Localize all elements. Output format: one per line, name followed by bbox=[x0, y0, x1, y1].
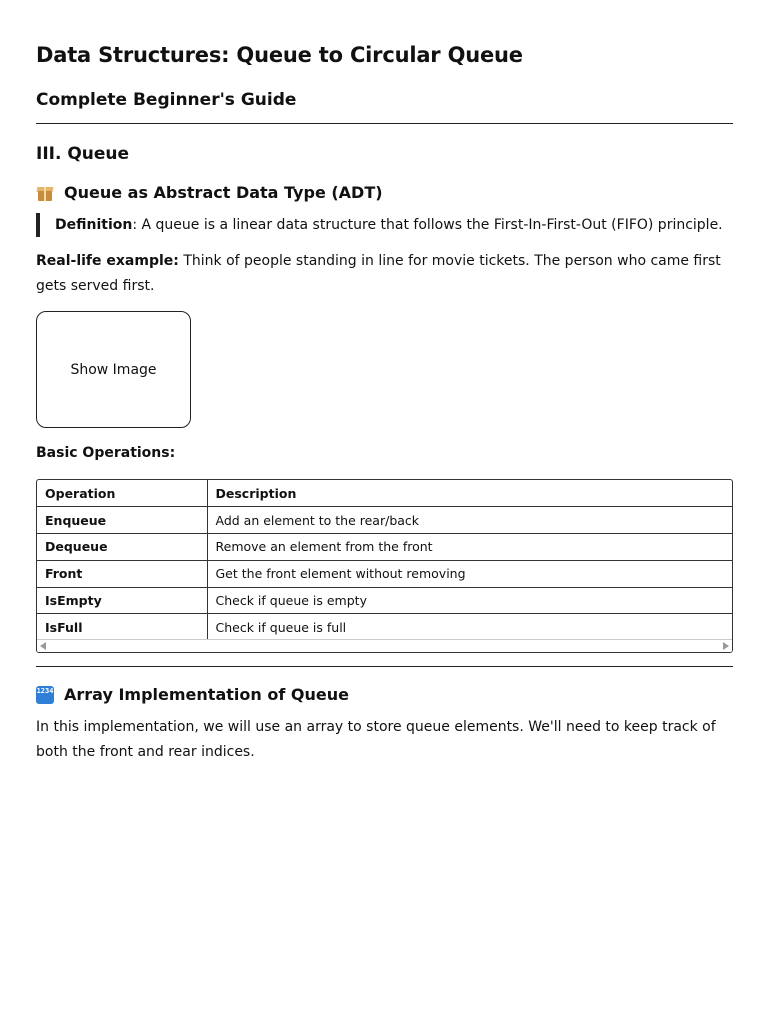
adt-heading-text: Queue as Abstract Data Type (ADT) bbox=[64, 183, 383, 202]
show-image-button[interactable]: Show Image bbox=[36, 311, 191, 428]
example-text: Think of people standing in line for movie tickets. The person who came first gets served first. bbox=[36, 253, 721, 294]
table-row bbox=[37, 614, 733, 641]
definition-label: Definition bbox=[55, 217, 133, 233]
table-horizontal-scrollbar[interactable] bbox=[37, 639, 732, 652]
example-label: Real-life example: bbox=[36, 253, 179, 269]
divider bbox=[36, 666, 733, 667]
table-row bbox=[37, 534, 733, 561]
scroll-left-arrow-icon[interactable] bbox=[40, 642, 46, 650]
definition-text: : A queue is a linear data structure that follows the First-In-First-Out (FIFO) principle. bbox=[132, 217, 723, 233]
scroll-right-arrow-icon[interactable] bbox=[723, 642, 729, 650]
definition-blockquote bbox=[36, 213, 733, 237]
column-header-operation: Operation bbox=[37, 480, 207, 507]
column-header-description: Description bbox=[207, 480, 733, 507]
divider bbox=[36, 123, 733, 124]
operation-cell: Dequeue bbox=[37, 534, 207, 561]
adt-heading bbox=[36, 183, 383, 202]
table-row bbox=[37, 587, 733, 614]
description-cell: Check if queue is full bbox=[215, 620, 347, 636]
operation-cell: IsFull bbox=[37, 614, 207, 641]
array-impl-heading-text: Array Implementation of Queue bbox=[64, 685, 349, 704]
description-cell: Add an element to the rear/back bbox=[207, 507, 733, 534]
array-impl-heading bbox=[36, 685, 349, 704]
operation-cell: IsEmpty bbox=[37, 587, 207, 614]
operations-label: Basic Operations: bbox=[36, 445, 176, 461]
section-heading: III. Queue bbox=[36, 144, 130, 164]
page-subtitle: Complete Beginner's Guide bbox=[36, 90, 297, 110]
numbers-icon: 1234 bbox=[36, 686, 54, 704]
description-cell: Remove an element from the front bbox=[207, 534, 733, 561]
description-cell: Get the front element without removing bbox=[207, 560, 733, 587]
table-header-row bbox=[37, 480, 733, 507]
package-icon bbox=[36, 184, 54, 202]
operation-cell: Front bbox=[37, 560, 207, 587]
description-cell: Check if queue is empty bbox=[207, 587, 733, 614]
operations-table bbox=[36, 479, 733, 653]
table-row bbox=[37, 507, 733, 534]
example-paragraph bbox=[36, 249, 733, 299]
page-title: Data Structures: Queue to Circular Queue bbox=[36, 43, 523, 67]
table-row bbox=[37, 560, 733, 587]
operation-cell: Enqueue bbox=[37, 507, 207, 534]
array-impl-paragraph: In this implementation, we will use an array to store queue elements. We'll need to keep track of both the front and rear indices. bbox=[36, 719, 716, 760]
